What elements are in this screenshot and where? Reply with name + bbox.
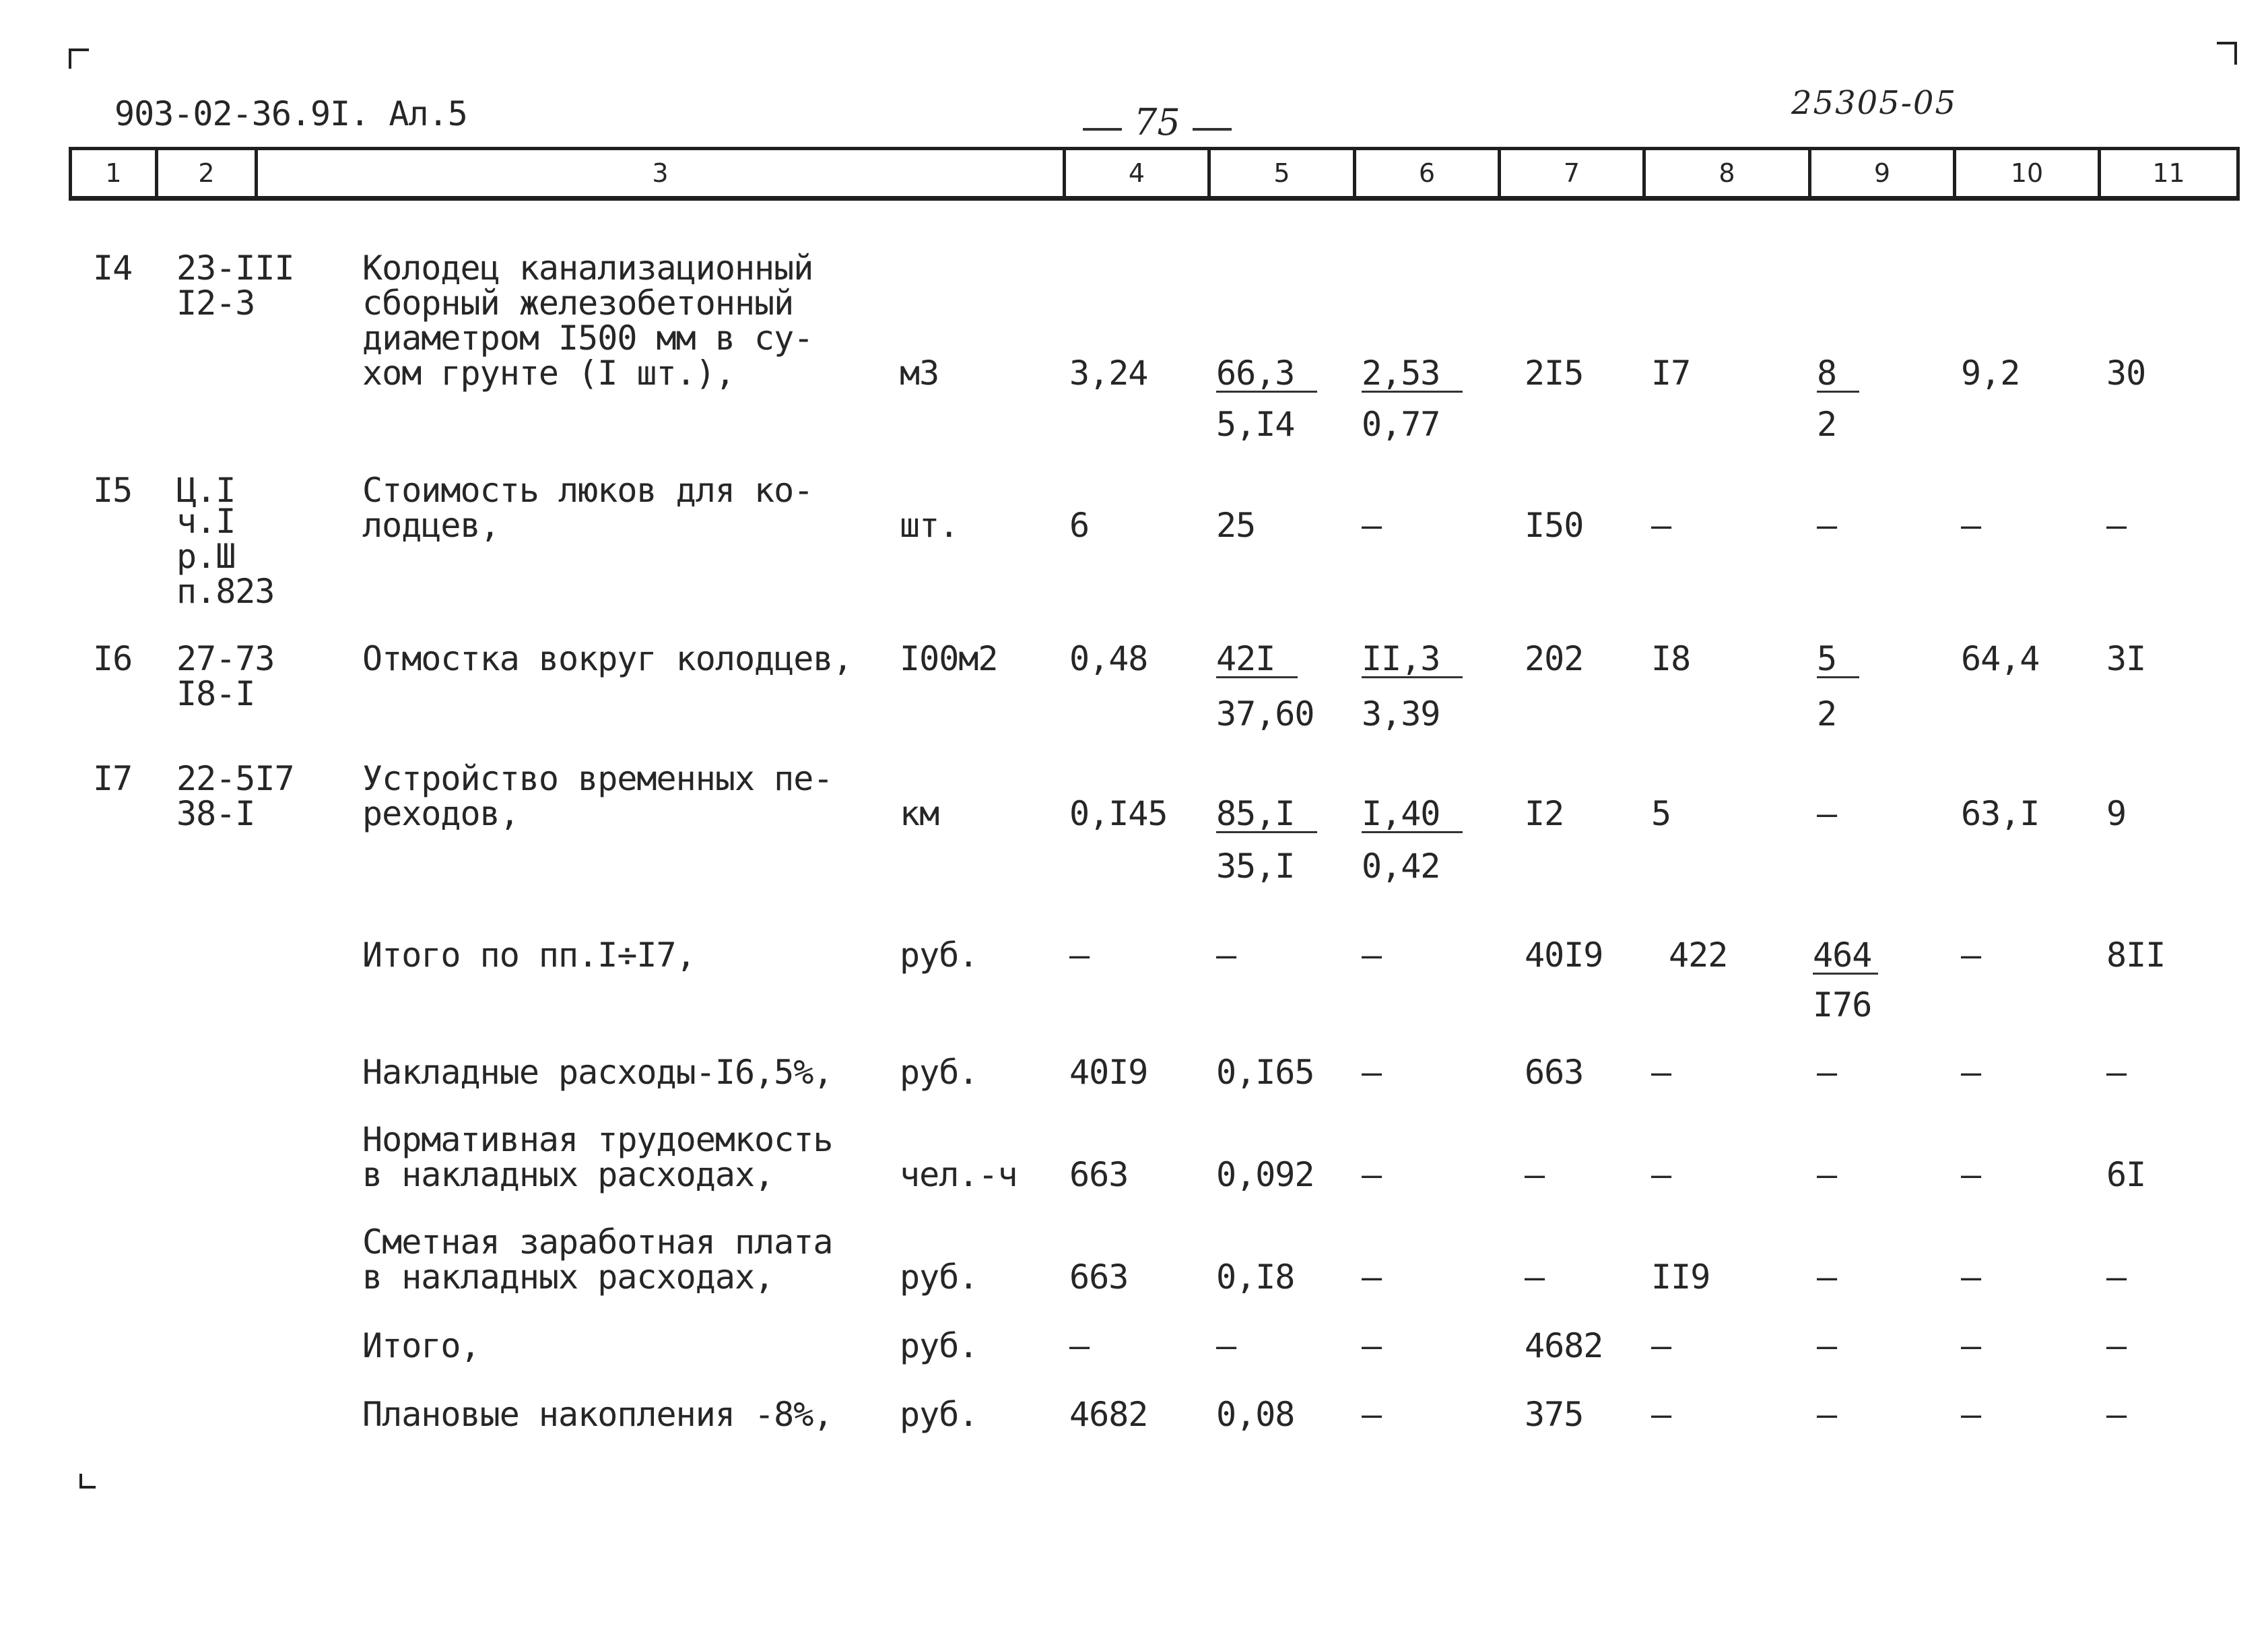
machine-operation-value: –	[1817, 1155, 1837, 1194]
column-header-2: 2	[158, 150, 258, 196]
labor-per-unit: 63,I	[1961, 794, 2040, 833]
machine-cost-total: –	[1362, 1155, 1382, 1194]
labor-per-unit: 64,4	[1961, 639, 2040, 678]
total-cost: 40I9	[1525, 936, 1603, 975]
column-header-3: 3	[258, 150, 1066, 196]
labor-per-unit: –	[1961, 506, 1981, 545]
description-line: Отмостка вокруг колодцев,	[362, 639, 853, 678]
machine-cost-total: II,3	[1362, 641, 1463, 678]
norm-code-line: р.Ш	[176, 537, 236, 576]
description-line: хом грунте (I шт.),	[362, 354, 735, 393]
summary-description: Накладные расходы-I6,5%,	[362, 1053, 833, 1092]
unit-cost-total: 25	[1216, 506, 1256, 545]
quantity: 6	[1069, 506, 1090, 545]
norm-code-line: п.823	[176, 572, 275, 611]
corner-mark-top-right	[2217, 42, 2237, 65]
machine-cost-total: –	[1362, 1395, 1382, 1434]
column-number-header	[69, 147, 2240, 201]
total-cost: 4682	[1525, 1326, 1603, 1365]
quantity: –	[1069, 1326, 1090, 1365]
wages-value: –	[1651, 1155, 1671, 1194]
unit-cost-total: 66,3	[1216, 356, 1317, 393]
unit-cost-total: –	[1216, 936, 1236, 975]
unit: км	[900, 794, 939, 833]
unit: руб.	[900, 1258, 978, 1297]
description-line: Колодец канализационный	[362, 249, 813, 288]
description-line: Стоимость люков для ко-	[362, 471, 813, 510]
column-header-6: 6	[1356, 150, 1501, 196]
column-header-4: 4	[1066, 150, 1211, 196]
norm-code-line: 38-I	[176, 794, 255, 833]
machine-operation-value: 8	[1817, 356, 1859, 393]
wages-value: 5	[1651, 794, 1671, 833]
machine-operation-value: –	[1817, 794, 1837, 833]
description-line: сборный железобетонный	[362, 284, 794, 323]
labor-per-unit: –	[1961, 1155, 1981, 1194]
total-cost: I50	[1525, 506, 1584, 545]
corner-mark-bottom-left	[79, 1474, 96, 1489]
summary-description: Итого,	[362, 1326, 480, 1365]
labor-per-unit: –	[1961, 1053, 1981, 1092]
labor-total: –	[2106, 1258, 2127, 1297]
machine-operation-value: –	[1817, 1326, 1837, 1365]
total-cost: –	[1525, 1258, 1545, 1297]
machine-operation-value: –	[1817, 506, 1837, 545]
unit-cost-total: 0,08	[1216, 1395, 1295, 1434]
labor-total: 8II	[2106, 936, 2166, 975]
machine-operation-value: 5	[1817, 641, 1859, 678]
labor-total: –	[2106, 1395, 2127, 1434]
norm-code-line: I2-3	[176, 284, 255, 323]
machine-operation-wages: 2	[1817, 694, 1837, 733]
page-number: 75	[1071, 101, 1244, 143]
labor-total: –	[2106, 506, 2127, 545]
unit: руб.	[900, 936, 978, 975]
summary-description: Нормативная трудоемкость	[362, 1120, 833, 1159]
labor-per-unit: –	[1961, 1326, 1981, 1365]
quantity: 4682	[1069, 1395, 1148, 1434]
column-header-8: 8	[1646, 150, 1811, 196]
row-number: I6	[93, 639, 133, 678]
machine-cost-wages: 0,42	[1362, 847, 1440, 886]
machine-cost-wages: 0,77	[1362, 405, 1440, 444]
document-code: 903-02-36.9I. Ал.5	[114, 94, 467, 133]
corner-mark-top-left	[69, 48, 89, 69]
labor-total: 6I	[2106, 1155, 2146, 1194]
row-number: I7	[93, 759, 133, 798]
column-header-9: 9	[1811, 150, 1956, 196]
column-header-1: 1	[72, 150, 158, 196]
unit-cost-total: 0,I65	[1216, 1053, 1314, 1092]
total-cost: 375	[1525, 1395, 1584, 1434]
unit-cost-wages: 37,60	[1216, 694, 1314, 733]
row-number: I4	[93, 249, 133, 288]
unit: шт.	[900, 506, 959, 545]
unit: руб.	[900, 1395, 978, 1434]
unit: м3	[900, 354, 939, 393]
labor-per-unit: 9,2	[1961, 354, 2020, 393]
unit: руб.	[900, 1053, 978, 1092]
norm-code-line: I8-I	[176, 674, 255, 713]
machine-operation-wages: I76	[1813, 985, 1872, 1024]
unit-cost-total: –	[1216, 1326, 1236, 1365]
column-header-11: 11	[2152, 158, 2185, 188]
norm-code-line: 22-5I7	[176, 759, 294, 798]
summary-description: Итого по пп.I÷I7,	[362, 936, 696, 975]
quantity: –	[1069, 936, 1090, 975]
machine-cost-total: 2,53	[1362, 356, 1463, 393]
wages-value: 422	[1669, 936, 1728, 975]
description-line: Устройство временных пе-	[362, 759, 833, 798]
labor-per-unit: –	[1961, 1395, 1981, 1434]
summary-description: Плановые накопления -8%,	[362, 1395, 833, 1434]
quantity: 663	[1069, 1258, 1129, 1297]
machine-cost-total: –	[1362, 506, 1382, 545]
column-header-10: 10	[1956, 150, 2101, 196]
summary-description: в накладных расходах,	[362, 1258, 774, 1297]
machine-operation-wages: 2	[1817, 405, 1837, 444]
machine-operation-value: –	[1817, 1053, 1837, 1092]
column-header-5: 5	[1211, 150, 1356, 196]
norm-code-line: 27-73	[176, 639, 275, 678]
total-cost: I2	[1525, 794, 1564, 833]
total-cost: 202	[1525, 639, 1584, 678]
description-line: реходов,	[362, 794, 519, 833]
document-stamp: 25305-05	[1791, 84, 1957, 122]
wages-value: I7	[1651, 354, 1691, 393]
quantity: 3,24	[1069, 354, 1148, 393]
unit-cost-total: 42I	[1216, 641, 1298, 678]
labor-total: –	[2106, 1326, 2127, 1365]
description-line: лодцев,	[362, 506, 500, 545]
unit: I00м2	[900, 639, 998, 678]
unit-cost-wages: 35,I	[1216, 847, 1295, 886]
wages-value: –	[1651, 1395, 1671, 1434]
quantity: 0,48	[1069, 639, 1148, 678]
unit: руб.	[900, 1326, 978, 1365]
total-cost: –	[1525, 1155, 1545, 1194]
quantity: 0,I45	[1069, 794, 1168, 833]
labor-per-unit: –	[1961, 1258, 1981, 1297]
machine-cost-total: –	[1362, 936, 1382, 975]
machine-operation-value: 464	[1813, 938, 1878, 975]
summary-description: в накладных расходах,	[362, 1155, 774, 1194]
machine-cost-total: –	[1362, 1258, 1382, 1297]
machine-cost-total: –	[1362, 1326, 1382, 1365]
unit: чел.-ч	[900, 1155, 1018, 1194]
labor-per-unit: –	[1961, 936, 1981, 975]
labor-total: 30	[2106, 354, 2146, 393]
row-number: I5	[93, 471, 133, 510]
wages-value: –	[1651, 1326, 1671, 1365]
machine-cost-wages: 3,39	[1362, 694, 1440, 733]
total-cost: 663	[1525, 1053, 1584, 1092]
labor-total: –	[2106, 1053, 2127, 1092]
wages-value: II9	[1651, 1258, 1710, 1297]
summary-description: Сметная заработная плата	[362, 1222, 833, 1262]
description-line: диаметром I500 мм в су-	[362, 319, 813, 358]
wages-value: –	[1651, 506, 1671, 545]
unit-cost-total: 85,I	[1216, 796, 1317, 833]
norm-code-line: 23-III	[176, 249, 294, 288]
machine-cost-total: –	[1362, 1053, 1382, 1092]
norm-code-line: Ц.I	[176, 471, 236, 510]
labor-total: 3I	[2106, 639, 2146, 678]
unit-cost-total: 0,I8	[1216, 1258, 1295, 1297]
machine-operation-value: –	[1817, 1258, 1837, 1297]
total-cost: 2I5	[1525, 354, 1584, 393]
unit-cost-wages: 5,I4	[1216, 405, 1295, 444]
machine-cost-total: I,40	[1362, 796, 1463, 833]
wages-value: –	[1651, 1053, 1671, 1092]
labor-total: 9	[2106, 794, 2127, 833]
quantity: 663	[1069, 1155, 1129, 1194]
unit-cost-total: 0,092	[1216, 1155, 1314, 1194]
wages-value: I8	[1651, 639, 1691, 678]
column-header-7: 7	[1501, 150, 1646, 196]
quantity: 40I9	[1069, 1053, 1148, 1092]
machine-operation-value: –	[1817, 1395, 1837, 1434]
norm-code-line: ч.I	[176, 502, 236, 541]
